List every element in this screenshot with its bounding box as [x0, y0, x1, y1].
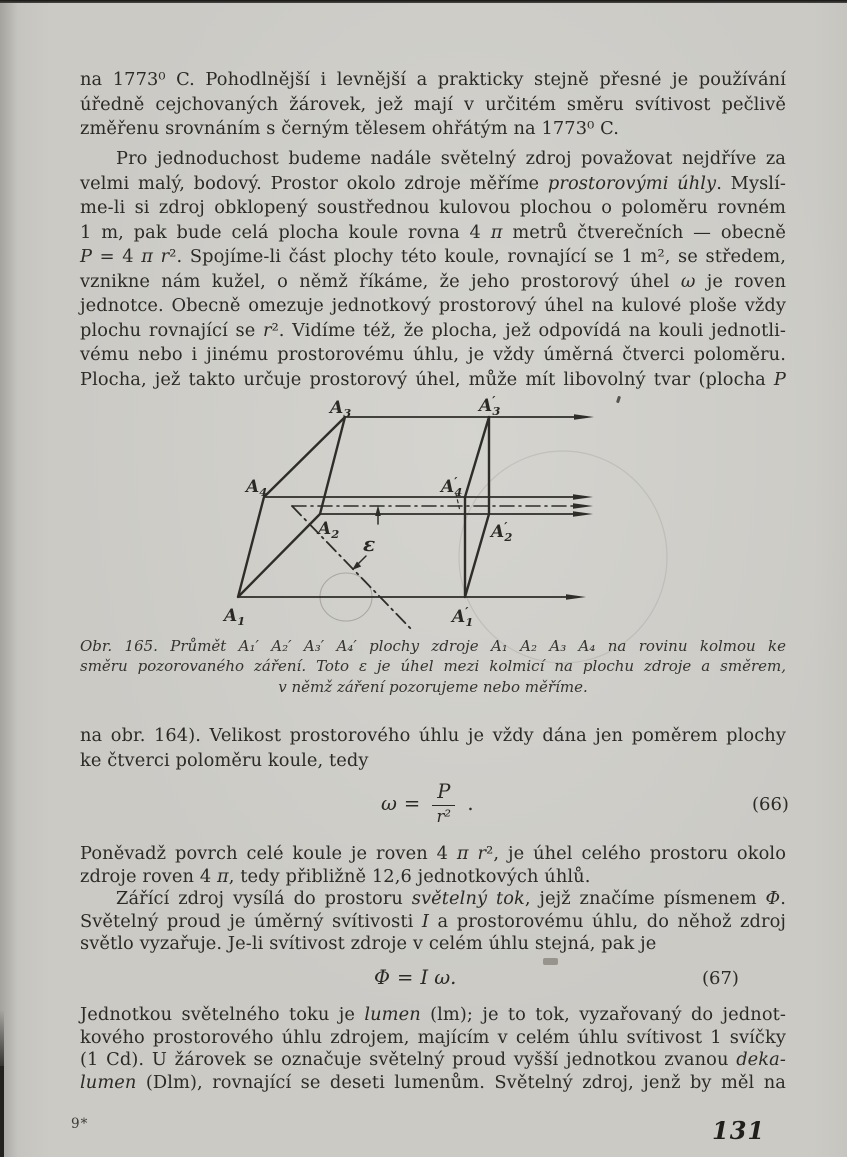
text-line [80, 270, 786, 295]
text-segment: je roven [695, 270, 786, 292]
eq67-rhs: I ω. [420, 966, 457, 989]
text-segment: na obr. 164). Velikost prostorového úhlu je vždy dána jen poměrem plochy [80, 725, 786, 746]
text-segment: vému nebo i jinému prostorovému úhlu, je vždy úměrná čtverci poloměru. [80, 344, 786, 365]
epsilon-arrow-up-head [375, 505, 381, 516]
eq66-lhs: ω [381, 791, 397, 815]
text-segment: . Myslí- [716, 172, 786, 194]
eq66-period: . [467, 791, 474, 815]
emphasized-text: I [421, 910, 430, 932]
pencil-circle-large [459, 451, 667, 663]
epsilon-angle-label: ε [363, 532, 376, 556]
equation-67 [374, 966, 456, 989]
paragraph-1 [80, 68, 786, 142]
text-segment: jednotce. Obecně omezuje jednotkový prostorový úhel na kulové ploše vždy [80, 295, 786, 316]
source-plane-quad [238, 417, 345, 597]
emphasized-text: P [80, 246, 93, 267]
text-segment: zdroje roven 4 [80, 865, 217, 887]
projection-plane-quad [465, 417, 489, 597]
text-segment: ². Spojíme-li část plochy této koule, rovnající se 1 m², se středem, [169, 246, 786, 267]
eq66-denominator: r² [436, 807, 452, 826]
text-segment: me-li si zdroj obklopený soustřednou kulovou plochou o poloměru rovném [80, 197, 786, 218]
text-segment: světlo vyzařuje. Je-li svítivost zdroje v celém úhlu stejná, pak je [80, 933, 657, 954]
vertex-label: $A_3$ [330, 398, 352, 420]
text-line [80, 636, 786, 656]
emphasized-text: lumen [80, 1071, 137, 1093]
text-segment: velmi malý, bodový. Prostor okolo zdroje měříme [80, 172, 548, 194]
text-segment: 1 m, pak bude celá plocha koule rovna 4 [80, 221, 491, 243]
page-number: 131 [712, 1116, 766, 1145]
eq67-lhs: Φ [374, 966, 390, 989]
ink-smudge [543, 958, 558, 965]
text-line [80, 1027, 786, 1050]
text-line [80, 368, 786, 393]
scan-left-shadow [0, 0, 18, 1157]
text-segment: , tedy přibližně 12,6 jednotkových úhlů. [228, 865, 591, 887]
emphasized-text: Φ [765, 888, 781, 909]
plane-normal-dashdot [292, 506, 412, 630]
text-line [80, 117, 786, 142]
text-line [80, 1004, 786, 1027]
vertex-label: A′ 1 [452, 605, 474, 629]
paragraph-3 [80, 724, 786, 773]
text-segment: vznikne nám kužel, o němž říkáme, že jeho prostorový úhel [80, 270, 681, 292]
text-segment: ². Vidíme též, že plocha, jež odpovídá na kouli jednotli- [271, 319, 787, 341]
text-line [80, 172, 786, 197]
text-segment: plochu rovnající se [80, 319, 263, 341]
text-line [80, 319, 786, 344]
text-line [80, 724, 786, 749]
text-line [80, 294, 786, 319]
emphasized-text: deka- [736, 1049, 786, 1070]
text-segment: ke čtverci poloměru koule, tedy [80, 749, 369, 771]
emphasized-text: ω [680, 270, 696, 292]
text-line [80, 343, 786, 368]
emphasized-text: světelný tok [411, 888, 525, 909]
emphasized-text: prostorovými úhly [547, 172, 717, 194]
text-segment: Jednotkou světelného toku je [80, 1004, 365, 1025]
eq66-equals: = [403, 791, 421, 815]
text-line [80, 1072, 786, 1095]
text-line [80, 888, 786, 911]
emphasized-text: π [490, 221, 503, 243]
vertex-label: A′ 2 [491, 520, 513, 544]
text-segment: = 4 [92, 246, 142, 267]
axis-arrowhead [573, 503, 593, 508]
text-line [80, 843, 786, 866]
emphasized-text: P [773, 368, 786, 390]
eq67-equals: = [397, 966, 414, 989]
text-segment: . [780, 888, 786, 909]
text-line [80, 1049, 786, 1072]
pencil-circle-small [320, 573, 372, 621]
text-line [80, 245, 786, 270]
scan-gutter-shadow-fade [0, 1010, 4, 1066]
paragraph-5 [80, 1004, 786, 1094]
text-segment: (Dlm), rovnající se deseti lumenům. Světelný zdroj, jenž by měl na [136, 1071, 786, 1093]
epsilon-arrow-diag-tail [358, 556, 366, 564]
vertex-label: A′ 3 [479, 394, 501, 418]
text-segment: , jejž značíme písmenem [524, 888, 766, 909]
equation-66-number: (66) [752, 794, 789, 815]
text-segment: Zářící zdroj vysílá do prostoru [116, 888, 412, 909]
ray-bottom-arrowhead [566, 594, 586, 599]
a4-prime-leader-dashed [456, 494, 460, 511]
text-line [80, 749, 786, 774]
text-line [80, 656, 786, 676]
vertex-label: $A_2$ [318, 519, 340, 541]
eq66-numerator: P [432, 780, 455, 806]
text-line [80, 911, 786, 934]
equation-66 [381, 780, 474, 826]
ink-speck [616, 396, 621, 404]
text-segment: na 1773⁰ C. Pohodlnější i levnější a prakticky stejně přesné je používání [80, 69, 786, 90]
text-line [80, 677, 786, 697]
ray-mid-upper-arrowhead [573, 494, 593, 499]
emphasized-text: π r [456, 843, 487, 864]
text-line [80, 68, 786, 93]
ray-mid-lower-arrowhead [573, 511, 593, 516]
text-line [80, 196, 786, 221]
text-segment: změřenu srovnáním s černým tělesem ohřátým na 1773⁰ C. [80, 118, 619, 139]
text-segment: metrů čtverečních — obecně [502, 221, 786, 243]
text-segment: (lm); je to tok, vyzařovaný do jednot- [420, 1004, 786, 1025]
paragraph-2 [80, 147, 786, 392]
text-segment: ², je úhel celého prostoru okolo [486, 843, 787, 864]
emphasized-text: π [217, 865, 229, 887]
text-line [80, 93, 786, 118]
text-segment: a prostorovému úhlu, do něhož zdroj [429, 910, 787, 932]
signature-mark: 9* [71, 1116, 89, 1132]
text-segment: Obr. 165. Průmět A₁′ A₂′ A₃′ A₄′ plochy zdroje A₁ A₂ A₃ A₄ na rovinu kolmou ke [80, 637, 786, 655]
emphasized-text: π r [141, 246, 170, 267]
text-line [80, 933, 786, 956]
vertex-label: $A_4$ [246, 477, 268, 499]
epsilon-arrow-diag-head [352, 562, 361, 571]
vertex-label: $A_1$ [224, 606, 246, 628]
scan-gutter-shadow [0, 1066, 4, 1157]
figure-caption [80, 636, 786, 697]
text-segment: (1 Cd). U žárovek se označuje světelný proud vyšší jednotkou zvanou [80, 1049, 737, 1070]
text-line [80, 147, 786, 172]
text-segment: Poněvadž povrch celé koule je roven 4 [80, 843, 457, 864]
text-segment: kového prostorového úhlu zdrojem, majícím v celém úhlu svítivost 1 svíčky [80, 1026, 786, 1048]
emphasized-text: lumen [364, 1004, 421, 1025]
text-segment: v němž záření pozorujeme nebo měříme. [278, 677, 588, 696]
scan-top-edge [0, 0, 847, 3]
text-line [80, 866, 786, 889]
text-line [80, 221, 786, 246]
emphasized-text: r [262, 319, 272, 341]
eq66-fraction [432, 780, 455, 826]
equation-67-number: (67) [702, 968, 739, 989]
vertex-label: A′ 4 [441, 475, 463, 499]
text-segment: Světelný proud je úměrný svítivosti [80, 910, 422, 932]
text-segment: úředně cejchovaných žárovek, jež mají v určitém směru svítivost pečlivě [80, 93, 786, 115]
text-segment: směru pozorovaného záření. Toto ε je úhel mezi kolmicí na plochu zdroje a směrem, [80, 657, 786, 676]
ray-top-arrowhead [574, 414, 594, 419]
text-segment: Pro jednoduchost budeme nadále světelný zdroj považovat nejdříve za [116, 148, 786, 169]
paragraph-4 [80, 843, 786, 956]
text-segment: Plocha, jež takto určuje prostorový úhel, může mít libovolný tvar (plocha [80, 368, 774, 390]
